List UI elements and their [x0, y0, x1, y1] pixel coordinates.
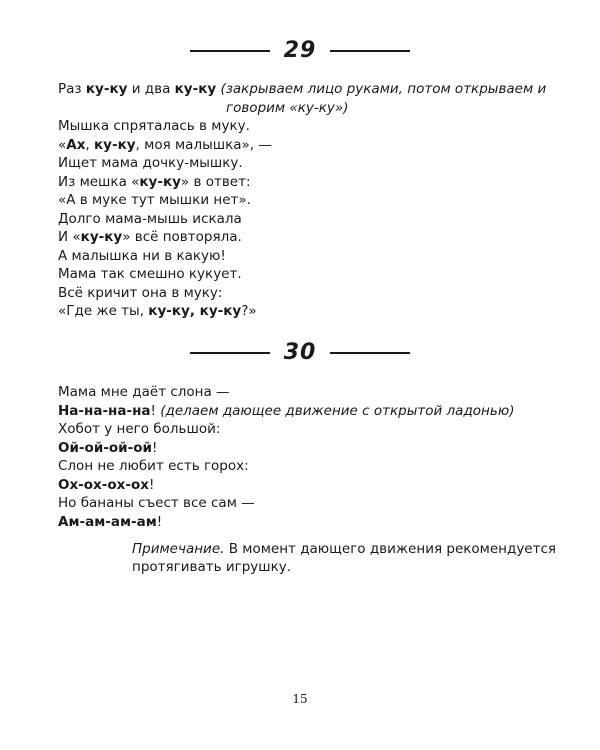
poem-line: [58, 265, 548, 284]
poem-line: [58, 476, 548, 495]
text-run: Слон не любит есть горох:: [58, 458, 249, 474]
poem-line: [58, 284, 548, 303]
text-run: Всё кричит она в муку:: [58, 284, 223, 301]
bold-phrase: ку-ку: [85, 81, 128, 97]
note: [132, 540, 557, 576]
bold-phrase: ку-ку, ку-ку: [148, 303, 242, 319]
bold-phrase: ку-ку: [174, 81, 217, 97]
text-run: Долго мама-мышь искала: [58, 210, 242, 227]
note-text: В момент дающего движения рекомендуется: [224, 541, 557, 557]
text-run: !: [151, 439, 158, 456]
poem-line: [58, 439, 548, 458]
section-number: 30: [283, 340, 317, 365]
poem-29: [58, 80, 548, 321]
section-number: 29: [283, 38, 317, 63]
bold-phrase: ку-ку: [139, 173, 181, 190]
text-run: Мышка спряталась в муку.: [58, 118, 250, 134]
italic-instruction: (закрываем лицо руками, потом открываем и: [220, 81, 547, 97]
text-run: Но бананы съест все сам —: [58, 495, 255, 511]
poem-line: [58, 191, 548, 210]
section-header-29: [0, 38, 600, 64]
text-run: , моя малышка», —: [135, 136, 272, 153]
italic-instruction: (делаем дающее движение с открытой ладонью): [160, 402, 515, 419]
poem-line: [58, 228, 548, 247]
header-rule-right: [330, 352, 410, 354]
section-header-30: [0, 340, 600, 366]
bold-phrase: На-на-на-на: [58, 402, 151, 419]
bold-phrase: Ам-ам-ам-ам: [58, 513, 157, 530]
text-run: «А в муке тут мышки нет».: [58, 192, 251, 208]
text-run: » всё повторяла.: [122, 229, 242, 245]
text-run: » в ответ:: [180, 173, 251, 190]
text-run: «Где же ты,: [58, 303, 149, 319]
text-run: Ищет мама дочку-мышку.: [58, 155, 243, 171]
poem-line: [58, 302, 548, 321]
bold-phrase: Ой-ой-ой-ой: [58, 439, 152, 456]
bold-phrase: ку-ку: [80, 229, 123, 245]
poem-30: [58, 383, 548, 531]
text-run: И «: [58, 229, 81, 245]
page-number: 15: [292, 692, 308, 706]
poem-line: [58, 136, 548, 155]
text-run: !: [150, 402, 161, 419]
text-run: Мама так смешно кукует.: [58, 266, 242, 282]
note-line: [132, 558, 552, 576]
header-rule-right: [330, 50, 410, 52]
text-run: «: [58, 136, 67, 153]
text-run: !: [148, 476, 155, 493]
poem-line: [58, 513, 548, 532]
poem-line: [58, 99, 548, 118]
poem-line: [58, 80, 548, 99]
poem-line: [58, 154, 548, 173]
text-run: А малышка ни в какую!: [58, 247, 226, 264]
poem-line: [58, 383, 548, 402]
poem-line: [58, 247, 548, 266]
header-rule-left: [190, 352, 270, 354]
header-rule-left: [190, 50, 270, 52]
poem-line: [58, 494, 548, 513]
text-run: !: [156, 513, 163, 530]
bold-phrase: Ах: [66, 136, 86, 153]
bold-phrase: Ох-ох-ох-ох: [58, 476, 149, 493]
text-run: Из мешка «: [58, 173, 140, 190]
poem-line: [58, 210, 548, 229]
bold-phrase: ку-ку: [94, 136, 136, 153]
poem-line: [58, 402, 548, 421]
poem-line: [58, 117, 548, 136]
text-run: ?»: [241, 303, 257, 319]
note-text: протягивать игрушку.: [132, 559, 292, 575]
italic-instruction: говорим «ку-ку»): [226, 99, 349, 116]
text-run: ,: [85, 136, 95, 153]
text-run: Хобот у него большой:: [58, 421, 221, 437]
text-run: Мама мне даёт слона —: [58, 384, 230, 400]
text-run: Раз: [58, 81, 86, 97]
note-line: [132, 540, 557, 558]
poem-line: [58, 457, 548, 476]
note-label: Примечание.: [132, 541, 225, 557]
poem-line: [58, 420, 548, 439]
poem-line: [58, 173, 548, 192]
text-run: и два: [127, 81, 175, 97]
